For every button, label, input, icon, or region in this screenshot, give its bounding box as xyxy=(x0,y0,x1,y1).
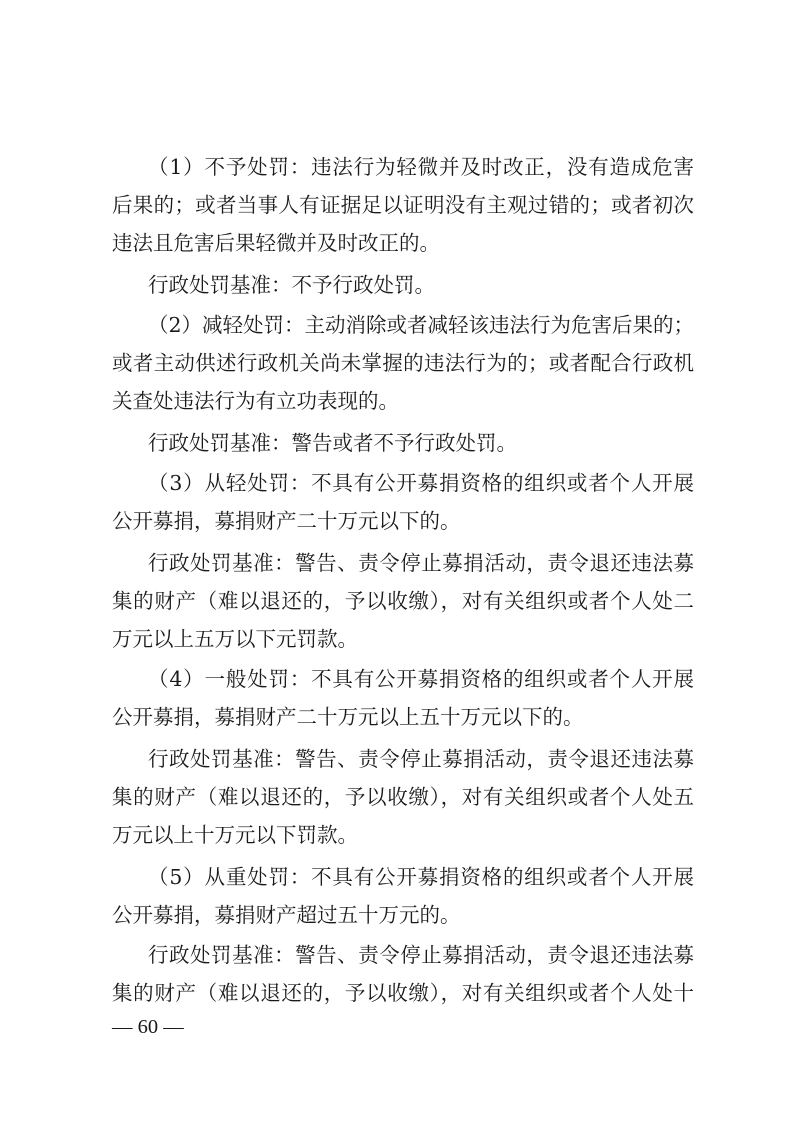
paragraph-line: 行政处罚基准：不予行政处罚。 xyxy=(148,273,435,297)
paragraph-line: 万元以上五万以下元罚款。 xyxy=(112,627,358,651)
page-number: — 60 — xyxy=(112,1016,184,1038)
paragraph-line: 行政处罚基准：警告、责令停止募捐活动，责令退还违法募 xyxy=(148,551,694,575)
paragraph-line: 公开募捐，募捐财产二十万元以上五十万元以下的。 xyxy=(112,705,584,729)
paragraph-line: （1）不予处罚：违法行为轻微并及时改正，没有造成危害 xyxy=(148,155,694,179)
paragraph-line: 集的财产（难以退还的，予以收缴），对有关组织或者个人处五 xyxy=(112,785,694,809)
paragraph-line: 万元以上十万元以下罚款。 xyxy=(112,823,358,847)
paragraph-line: 集的财产（难以退还的，予以收缴），对有关组织或者个人处十 xyxy=(112,981,694,1005)
paragraph-line: （4）一般处罚：不具有公开募捐资格的组织或者个人开展 xyxy=(148,667,694,691)
paragraph-line: 行政处罚基准：警告、责令停止募捐活动，责令退还违法募 xyxy=(148,943,694,967)
paragraph-line: （5）从重处罚：不具有公开募捐资格的组织或者个人开展 xyxy=(148,865,694,889)
paragraph-line: 公开募捐，募捐财产超过五十万元的。 xyxy=(112,903,461,927)
paragraph-line: 公开募捐，募捐财产二十万元以下的。 xyxy=(112,509,461,533)
paragraph-line: 违法且危害后果轻微并及时改正的。 xyxy=(112,231,440,255)
paragraph-line: （2）减轻处罚：主动消除或者减轻该违法行为危害后果的； xyxy=(148,313,695,337)
paragraph-line: 后果的；或者当事人有证据足以证明没有主观过错的；或者初次 xyxy=(112,193,694,217)
paragraph-line: 关查处违法行为有立功表现的。 xyxy=(112,389,399,413)
paragraph-line: 或者主动供述行政机关尚未掌握的违法行为的；或者配合行政机 xyxy=(112,351,694,375)
paragraph-line: （3）从轻处罚：不具有公开募捐资格的组织或者个人开展 xyxy=(148,471,694,495)
paragraph-line: 行政处罚基准：警告、责令停止募捐活动，责令退还违法募 xyxy=(148,747,694,771)
paragraph-line: 集的财产（难以退还的，予以收缴），对有关组织或者个人处二 xyxy=(112,589,694,613)
paragraph-line: 行政处罚基准：警告或者不予行政处罚。 xyxy=(148,431,517,455)
